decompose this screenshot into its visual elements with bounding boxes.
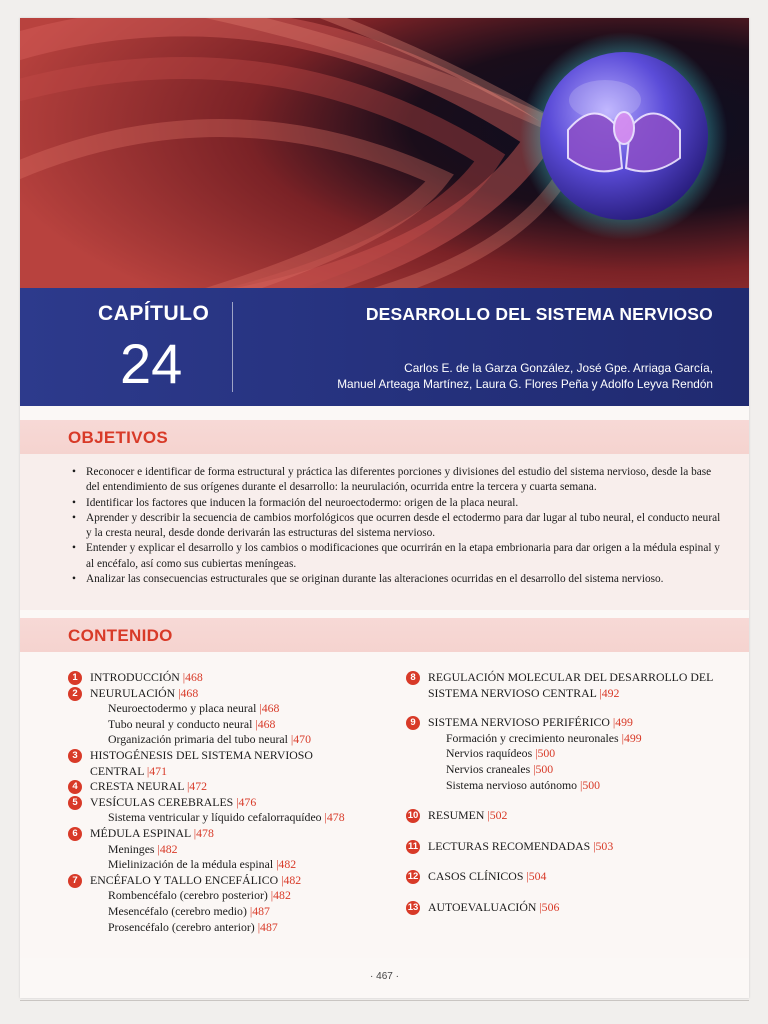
toc-text: INTRODUCCIÓN	[90, 670, 180, 684]
toc-subsection	[68, 920, 408, 936]
toc-text: VESÍCULAS CEREBRALES	[90, 794, 234, 809]
toc-page-ref: |468	[255, 716, 276, 731]
toc-section	[406, 839, 726, 855]
toc-page-ref: |478	[324, 810, 345, 825]
toc-text: Nervios raquídeos	[446, 746, 533, 761]
toc-subsection	[406, 762, 726, 778]
toc-section	[68, 779, 408, 795]
toc-subsection	[68, 810, 408, 826]
toc-text: Mesencéfalo (cerebro medio)	[108, 903, 247, 918]
toc-section	[68, 748, 408, 764]
section-number-badge: 13	[407, 901, 419, 913]
objective-item: • Analizar las consecuencias estructurales que se originan durante las alteraciones ocurridas en el desarrollo del sistema nervioso.	[72, 572, 722, 587]
toc-page-ref: |500	[580, 777, 601, 792]
section-number-badge: 11	[407, 840, 419, 852]
contents-title: CONTENIDO	[68, 626, 173, 645]
book-page	[20, 18, 749, 998]
contents-column-left	[68, 670, 408, 935]
toc-text: SISTEMA NERVIOSO CENTRAL	[428, 685, 597, 700]
toc-text: HISTOGÉNESIS DEL SISTEMA NERVIOSO	[90, 747, 313, 762]
authors-line: Manuel Arteaga Martínez, Laura G. Flores Peña y Adolfo Leyva Rendón	[337, 377, 713, 391]
toc-page-ref: |482	[276, 857, 297, 872]
section-number-badge: 1	[68, 671, 82, 685]
toc-section	[406, 808, 726, 824]
toc-subsection	[406, 778, 726, 794]
toc-text: Mielinización de la médula espinal	[108, 857, 274, 872]
toc-section	[68, 764, 408, 780]
toc-page-ref: |472	[186, 779, 207, 794]
toc-page-ref: |468	[259, 701, 280, 716]
toc-page-ref: |500	[535, 746, 556, 761]
toc-section	[406, 715, 726, 731]
toc-page-ref: |468	[178, 685, 199, 700]
toc-text: CENTRAL	[90, 763, 144, 778]
toc-text: ENCÉFALO Y TALLO ENCEFÁLICO	[90, 872, 279, 887]
toc-section	[68, 686, 408, 702]
objective-item: • Reconocer e identificar de forma estructural y práctica las diferentes porciones y divisiones del estudio del sistema nervioso, desde la base del entendimiento de sus orígenes durante el desarrollo: la neurulación, ocurrida entre la tercera y cuarta semana.	[72, 465, 722, 496]
toc-text: Organización primaria del tubo neural	[108, 732, 288, 747]
toc-page-ref: |470	[290, 732, 311, 747]
toc-subsection	[406, 731, 726, 747]
toc-subsection	[68, 701, 408, 717]
objective-item: • Identificar los factores que inducen la formación del neuroectodermo: origen de la placa neural.	[72, 496, 722, 511]
toc-page-ref: |502	[487, 808, 508, 823]
toc-section	[406, 869, 726, 885]
page-number: · 467 ·	[370, 971, 399, 982]
toc-text: Tubo neural y conducto neural	[108, 716, 253, 731]
section-number-badge: 8	[406, 671, 420, 685]
toc-subsection	[406, 746, 726, 762]
objectives-list	[72, 465, 722, 587]
section-number-badge: 4	[68, 780, 82, 794]
chapter-number: 24	[120, 332, 183, 395]
band-divider	[232, 302, 233, 392]
toc-page-ref: |478	[193, 825, 214, 840]
toc-subsection	[68, 732, 408, 748]
toc-text: Rombencéfalo (cerebro posterior)	[108, 888, 268, 903]
toc-text: NEURULACIÓN	[90, 685, 176, 700]
contents-header	[20, 618, 749, 652]
toc-text: Nervios craneales	[446, 761, 531, 776]
toc-page-ref: |476	[236, 794, 257, 809]
toc-page-ref: |499	[612, 715, 633, 730]
toc-text: Neuroectodermo y placa neural	[108, 701, 257, 716]
section-number-badge: 12	[407, 871, 419, 883]
toc-section	[406, 686, 726, 702]
toc-text: Sistema nervioso autónomo	[446, 777, 578, 792]
toc-page-ref: |468	[182, 670, 203, 684]
toc-text: Meninges	[108, 841, 155, 856]
toc-text: SISTEMA NERVIOSO PERIFÉRICO	[428, 715, 610, 730]
section-number-badge: 5	[68, 796, 82, 810]
toc-page-ref: |487	[249, 903, 270, 918]
toc-subsection	[68, 717, 408, 733]
footer-rule	[20, 1000, 749, 1001]
section-number-badge: 6	[68, 827, 82, 841]
toc-text: MÉDULA ESPINAL	[90, 825, 191, 840]
contents-column-right	[406, 670, 726, 916]
section-number-badge: 10	[407, 810, 419, 822]
toc-page-ref: |500	[533, 761, 554, 776]
toc-text: Formación y crecimiento neuronales	[446, 730, 619, 745]
objectives-title: OBJETIVOS	[68, 428, 169, 447]
toc-page-ref: |471	[146, 763, 167, 778]
toc-text: REGULACIÓN MOLECULAR DEL DESARROLLO DEL	[428, 670, 714, 684]
toc-page-ref: |492	[599, 685, 620, 700]
toc-section	[68, 826, 408, 842]
toc-text: AUTOEVALUACIÓN	[428, 899, 537, 914]
chapter-title: DESARROLLO DEL SISTEMA NERVIOSO	[365, 304, 713, 324]
toc-text: RESUMEN	[428, 808, 485, 823]
toc-page-ref: |499	[621, 730, 642, 745]
section-number-badge: 7	[68, 874, 82, 888]
objective-item: • Aprender y describir la secuencia de cambios morfológicos que ocurren desde el ectodermo para dar lugar al tubo neural, el conducto neural y la cresta neural, desde donde derivarán las estructuras del sistema nervioso.	[72, 511, 722, 542]
authors-line: Carlos E. de la Garza González, José Gpe. Arriaga García,	[404, 361, 713, 375]
toc-section	[406, 670, 726, 686]
toc-page-ref: |504	[526, 869, 547, 884]
toc-page-ref: |487	[257, 919, 278, 934]
toc-text: LECTURAS RECOMENDADAS	[428, 838, 591, 853]
toc-page-ref: |506	[539, 899, 560, 914]
toc-text: CASOS CLÍNICOS	[428, 869, 524, 884]
toc-section	[68, 873, 408, 889]
toc-page-ref: |482	[270, 888, 291, 903]
neural-tube-illustration	[20, 18, 749, 288]
toc-subsection	[68, 842, 408, 858]
toc-text: Sistema ventricular y líquido cefalorraquídeo	[108, 810, 322, 825]
toc-section	[68, 795, 408, 811]
section-number-badge: 9	[406, 716, 420, 730]
chapter-authors	[337, 360, 713, 392]
toc-section	[406, 900, 726, 916]
chapter-label: CAPÍTULO	[98, 302, 210, 325]
objectives-header	[20, 420, 749, 454]
toc-subsection	[68, 904, 408, 920]
toc-subsection	[68, 888, 408, 904]
toc-page-ref: |482	[281, 872, 302, 887]
toc-section	[68, 670, 408, 686]
toc-page-ref: |482	[157, 841, 178, 856]
chapter-cover-image	[20, 18, 749, 288]
objective-item: • Entender y explicar el desarrollo y los cambios o modificaciones que ocurrirán en la etapa embrionaria para dar origen a la médula espinal y al encéfalo, así como sus cubiertas meníngeas.	[72, 541, 722, 572]
toc-page-ref: |503	[593, 838, 614, 853]
toc-text: Prosencéfalo (cerebro anterior)	[108, 919, 255, 934]
section-number-badge: 2	[68, 687, 82, 701]
toc-subsection	[68, 857, 408, 873]
section-number-badge: 3	[68, 749, 82, 763]
toc-text: CRESTA NEURAL	[90, 779, 184, 794]
chapter-title-band	[20, 288, 749, 406]
